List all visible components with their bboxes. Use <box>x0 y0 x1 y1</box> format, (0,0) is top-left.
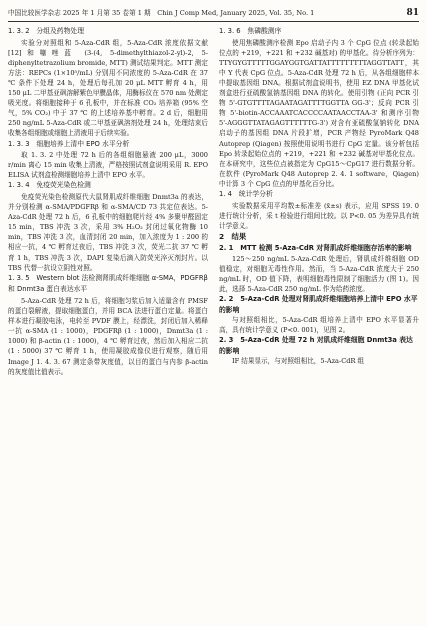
section-heading: 1. 3. 5 Western blot 法检测肾肌成纤维细胞 α-SMA，PDGFRβ 和 Dnmt3a 蛋白表达水平 <box>8 273 208 294</box>
right-column <box>219 26 419 366</box>
paragraph: 免疫荧光染色检测原代大鼠肾肌成纤维细胞 Dnmt3a 的表达，并分别检测 α-SMA/PDGFRβ 和 α-SMA/CD 73 共定位表达。5-Aza-CdR 处理 72 h 后，6 孔板中的细胞爬片经 4% 多聚甲醛固定 15 min，TBS 冲洗 3 次，采用 3% H₂O₂ 封闭过氧化物酶 10 min，TBS 冲洗 3 次，血清封闭 20 min，加入浓度为 1 : 200 的相应一抗，4 ℃ 孵育过夜后，TBS 冲洗 3 次，荧光二抗 37 ℃ 孵育 1 h，TBS 冲洗 3 次，DAPI 复染后滴入防荧光淬灭剂封片。以 TBS 代替一抗设立阴性对照。 <box>8 193 208 272</box>
section-heading: 1. 3. 3 细胞培养上清中 EPO 水平分析 <box>8 139 130 148</box>
section-heading: 2. 3 5-Aza-CdR 处理 72 h 对肌成纤维细胞 Dnmt3a 表达的影响 <box>219 336 413 355</box>
section-heading: 1. 3. 4 免疫荧光染色检测 <box>8 181 91 190</box>
left-column <box>8 26 208 377</box>
section-heading: 2 结果 <box>219 231 247 241</box>
journal-citation: 中国比较医学杂志 2025 年 1 月第 35 卷第 1 期 Chin J Comp Med, January 2025, Vol. 35, No. 1 <box>8 9 315 17</box>
section-heading: 1. 3. 6 焦磷酸测序 <box>219 27 282 35</box>
paragraph: 使用焦磷酸测序检测 Epo 启动子内 3 个 CpG 位点 (转录起始位点的 +219，+221 和 +232 碱基对) 的甲基化。待分析序列为：TTYGYGTTTTTGGAYGGTGATTATTTTTTTTTAGGTTATT，其中 Y 代表 CpG 位点。5-Aza-CdR 处理 72 h 后，从各组细胞样本中提取基因组 DNA。根据试剂盒说明书，使用 EZ DNA 甲基化试剂盒进行亚硫酸氢钠基因组 DNA 的转化。使用引物 (正向 PCR 引物 5'-GTGTTTTAGAATAGATTTTGGTTA GG-3'；反向 PCR 引物 5'-biotin-ACCAAATCACCCCAATAACCTAA-3' 和测序引物 5'-AGGGTTATAGAGTTTTTTG-3') 对含有亚硫酸氢钠转化 DNA 启动子的基因组 DNA 片段扩增，PCR 产物经 PyroMark Q48 Autoprep (Qiagen) 按照使用说明书进行 CpG 定量。该分析包括 Epo 转录起始位点的 +219，+221 和 +232 碱基对甲基化位点。在本研究中，这些位点被指定为 CpG15～CpG17 进行数据分析。在软件 (PyroMark Q48 Autoprep 2. 4. 1 software，Qiagen) 中计算 3 个 CpG 位点的甲基化百分比。 <box>219 38 419 188</box>
page-number: 81 <box>406 8 419 18</box>
paragraph: 实验分对照组和 5-Aza-CdR 组，5-Aza-CdR 浓度依据文献[12]和噻唑蓝 (3-(4, 5-dimethylthiazol-2-yl)-2, 5-diphenyltetrazolium bromide, MTT) 测试结果判定。MTT 测定方法：REPCs (1×10⁵/mL) 分别用不同浓度的 5-Aza-CdR 在 37 ℃ 条件下处理 24 h，处理后每孔加 20 μL MTT 孵育 4 h，用 150 μL 二甲基亚砜溶解紫色甲臜晶体，用酶标仪在 570 nm 处测定吸光度。将细胞接种于 6 孔板中，并在标准 CO₂ 培养箱 (95% 空气，5% CO₂) 中于 37 ℃ 的上述培养基中孵育。2 d 后，细胞用 250 ng/mL 5-Aza-CdR 或二甲基亚砜溶剂处理 24 h，处理结束后收集各组细胞或细胞上清液用于后续实验。 <box>8 38 208 138</box>
paragraph: 与对照组相比，5-Aza-CdR 组培养上清中 EPO 水平显著升高，具有统计学意义 (P<0. 001)，见图 2。 <box>219 316 419 335</box>
section-heading: 2. 1 MTT 检测 5-Aza-CdR 对肾肌成纤维细胞存活率的影响 <box>219 244 412 253</box>
paragraph: IF 结果显示，与对照组相比，5-Aza-CdR 组 <box>232 357 365 366</box>
section-heading: 2. 2 5-Aza-CdR 处理对肾肌成纤维细胞培养上清中 EPO 水平的影响 <box>219 295 418 314</box>
section-heading: 1. 4 统计学分析 <box>219 190 273 198</box>
paragraph: 125～250 ng/mL 5-Aza-CdR 处理后，肾肌成纤维细胞 OD 值稳定，对细胞无毒性作用。然而，当 5-Aza-CdR 浓度大于 250 ng/mL 时，OD 值下降，表明细胞毒性限制了细胞活力 (图 1)。因此，选择 5-Aza-CdR 250 ng/mL 作为给药浓度。 <box>219 254 419 294</box>
paragraph: 实验数据采用平均数±标准差 (x̄±s) 表示，应用 SPSS 19. 0 进行统计分析，采 t 检验进行组间比较。以 P<0. 05 为差异具有统计学意义。 <box>219 201 419 230</box>
paragraph: 5-Aza-CdR 处理 72 h 后，将细胞匀浆后加入适量含有 PMSF 的蛋白裂解液，提取细胞蛋白，并用 BCA 法进行蛋白定量。将蛋白样本进行凝胶电泳，电转至 PVDF 膜上，经漂洗，封闭后加入稀释一抗 α-SMA (1 : 1000)，PDGFRβ (1 : 1000)，Dnmt3a (1 : 1000) 和 β-actin (1 : 1000)，4 ℃ 孵育过夜，然后加入相应二抗 (1 : 5000) 37 ℃ 孵育 1 h，使用凝胶成像仪进行观察，随后用 Image J 1. 4. 3. 67 测定条带灰度值，以目的蛋白与内参 β-actin 的灰度值比值表示。 <box>8 296 208 376</box>
running-header <box>8 6 419 20</box>
header-rule <box>8 21 419 22</box>
section-heading: 1. 3. 2 分组及药物处理 <box>8 27 84 35</box>
paragraph: 取 1. 3. 2 中处理 72 h 后的各组细胞悬液 200 μL，3000 r/min 离心 15 min 收集上清液，严格按照试剂盒说明采用 R. EPO ELISA 试剂盒检测细胞培养上清中 EPO 水平。 <box>8 151 208 180</box>
